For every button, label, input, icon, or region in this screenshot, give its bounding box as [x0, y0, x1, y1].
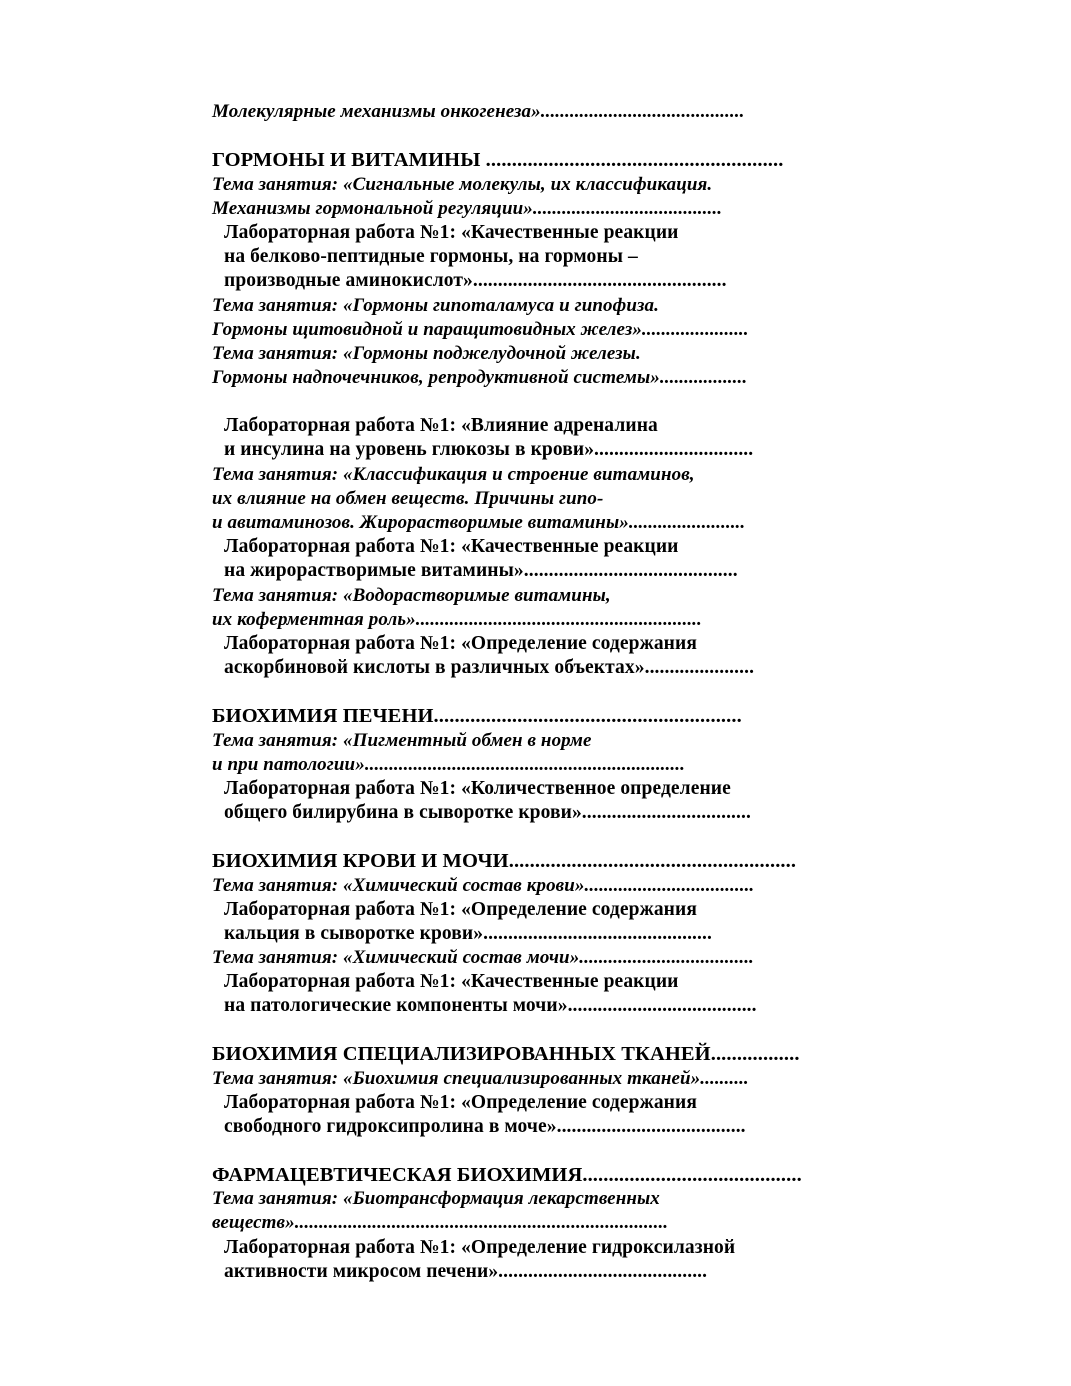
toc-line-topic: Тема занятия: «Химический состав мочи».................................... [212, 947, 754, 968]
toc-line-lab: Лабораторная работа №1: «Качественные реакции [224, 971, 679, 992]
toc-line-lab: и инсулина на уровень глюкозы в крови»................................ [224, 439, 754, 460]
toc-line-lab: общего билирубина в сыворотке крови».................................. [224, 802, 751, 823]
toc-line-topic: Гормоны надпочечников, репродуктивной системы».................. [212, 367, 748, 388]
toc-line-lab: Лабораторная работа №1: «Качественные реакции [224, 536, 679, 557]
toc-section-heading: ФАРМАЦЕВТИЧЕСКАЯ БИОХИМИЯ.......................................... [212, 1164, 802, 1186]
toc-line-lab: свободного гидроксипролина в моче»...................................... [224, 1116, 746, 1137]
toc-line-topic: Тема занятия: «Сигнальные молекулы, их классификация. [212, 174, 713, 195]
toc-line-lab: Лабораторная работа №1: «Определение содержания [224, 1092, 698, 1113]
toc-line-lab: активности микросом печени».......................................... [224, 1261, 708, 1282]
toc-line-lab: на жирорастворимые витамины»........................................... [224, 560, 738, 581]
toc-line-topic: их влияние на обмен веществ. Причины гипо- [212, 488, 604, 509]
toc-line-topic: Тема занятия: «Химический состав крови»................................... [212, 875, 755, 896]
toc-line-topic: и авитаминозов. Жирорастворимые витамины»........................ [212, 512, 746, 533]
toc-line-lab: Лабораторная работа №1: «Определение содержания [224, 633, 698, 654]
toc-line-topic: Тема занятия: «Классификация и строение витаминов, [212, 464, 695, 485]
toc-line-lab: производные аминокислот»................................................... [224, 270, 727, 291]
toc-line-topic: Тема занятия: «Пигментный обмен в норме [212, 730, 592, 751]
toc-line-lab: на белково-пептидные гормоны, на гормоны – [224, 246, 638, 267]
toc-line-topic: Тема занятия: «Гормоны поджелудочной железы. [212, 343, 641, 364]
toc-line-lab: Лабораторная работа №1: «Определение содержания [224, 899, 698, 920]
toc-line-lab: Лабораторная работа №1: «Определение гидроксилазной [224, 1237, 736, 1258]
toc-line-topic: Тема занятия: «Биотрансформация лекарственных [212, 1188, 660, 1209]
toc-line-topic: их коферментная роль»........................................................... [212, 609, 702, 630]
toc-line-topic: Тема занятия: «Водорастворимые витамины, [212, 585, 611, 606]
toc-line-topic: Гормоны щитовидной и паращитовидных желез»...................... [212, 319, 749, 340]
toc-section-heading: БИОХИМИЯ СПЕЦИАЛИЗИРОВАННЫХ ТКАНЕЙ................. [212, 1043, 800, 1065]
toc-line-topic: Тема занятия: «Гормоны гипоталамуса и гипофиза. [212, 295, 659, 316]
toc-line-lab: Лабораторная работа №1: «Влияние адреналина [224, 415, 658, 436]
toc-line-lab: кальция в сыворотке крови».............................................. [224, 923, 712, 944]
toc-line-topic: веществ»............................................................................. [212, 1212, 669, 1233]
toc-line-lab: на патологические компоненты мочи»...................................... [224, 995, 757, 1016]
toc-line-topic: и при патологии».................................................................. [212, 754, 685, 775]
toc-line-lab: Лабораторная работа №1: «Качественные реакции [224, 222, 679, 243]
toc-line-topic: Тема занятия: «Биохимия специализированных тканей».......... [212, 1068, 749, 1089]
toc-line-subtopic: Молекулярные механизмы онкогенеза».......................................... [212, 101, 745, 122]
toc-line-topic: Механизмы гормональной регуляции»....................................... [212, 198, 723, 219]
toc-line-lab: аскорбиновой кислоты в различных объектах»...................... [224, 657, 755, 678]
toc-section-heading: БИОХИМИЯ КРОВИ И МОЧИ....................................................... [212, 850, 797, 872]
toc-section-heading: ГОРМОНЫ И ВИТАМИНЫ ......................................................... [212, 149, 784, 171]
toc-section-heading: БИОХИМИЯ ПЕЧЕНИ........................................................... [212, 705, 742, 727]
toc-line-lab: Лабораторная работа №1: «Количественное определение [224, 778, 731, 799]
